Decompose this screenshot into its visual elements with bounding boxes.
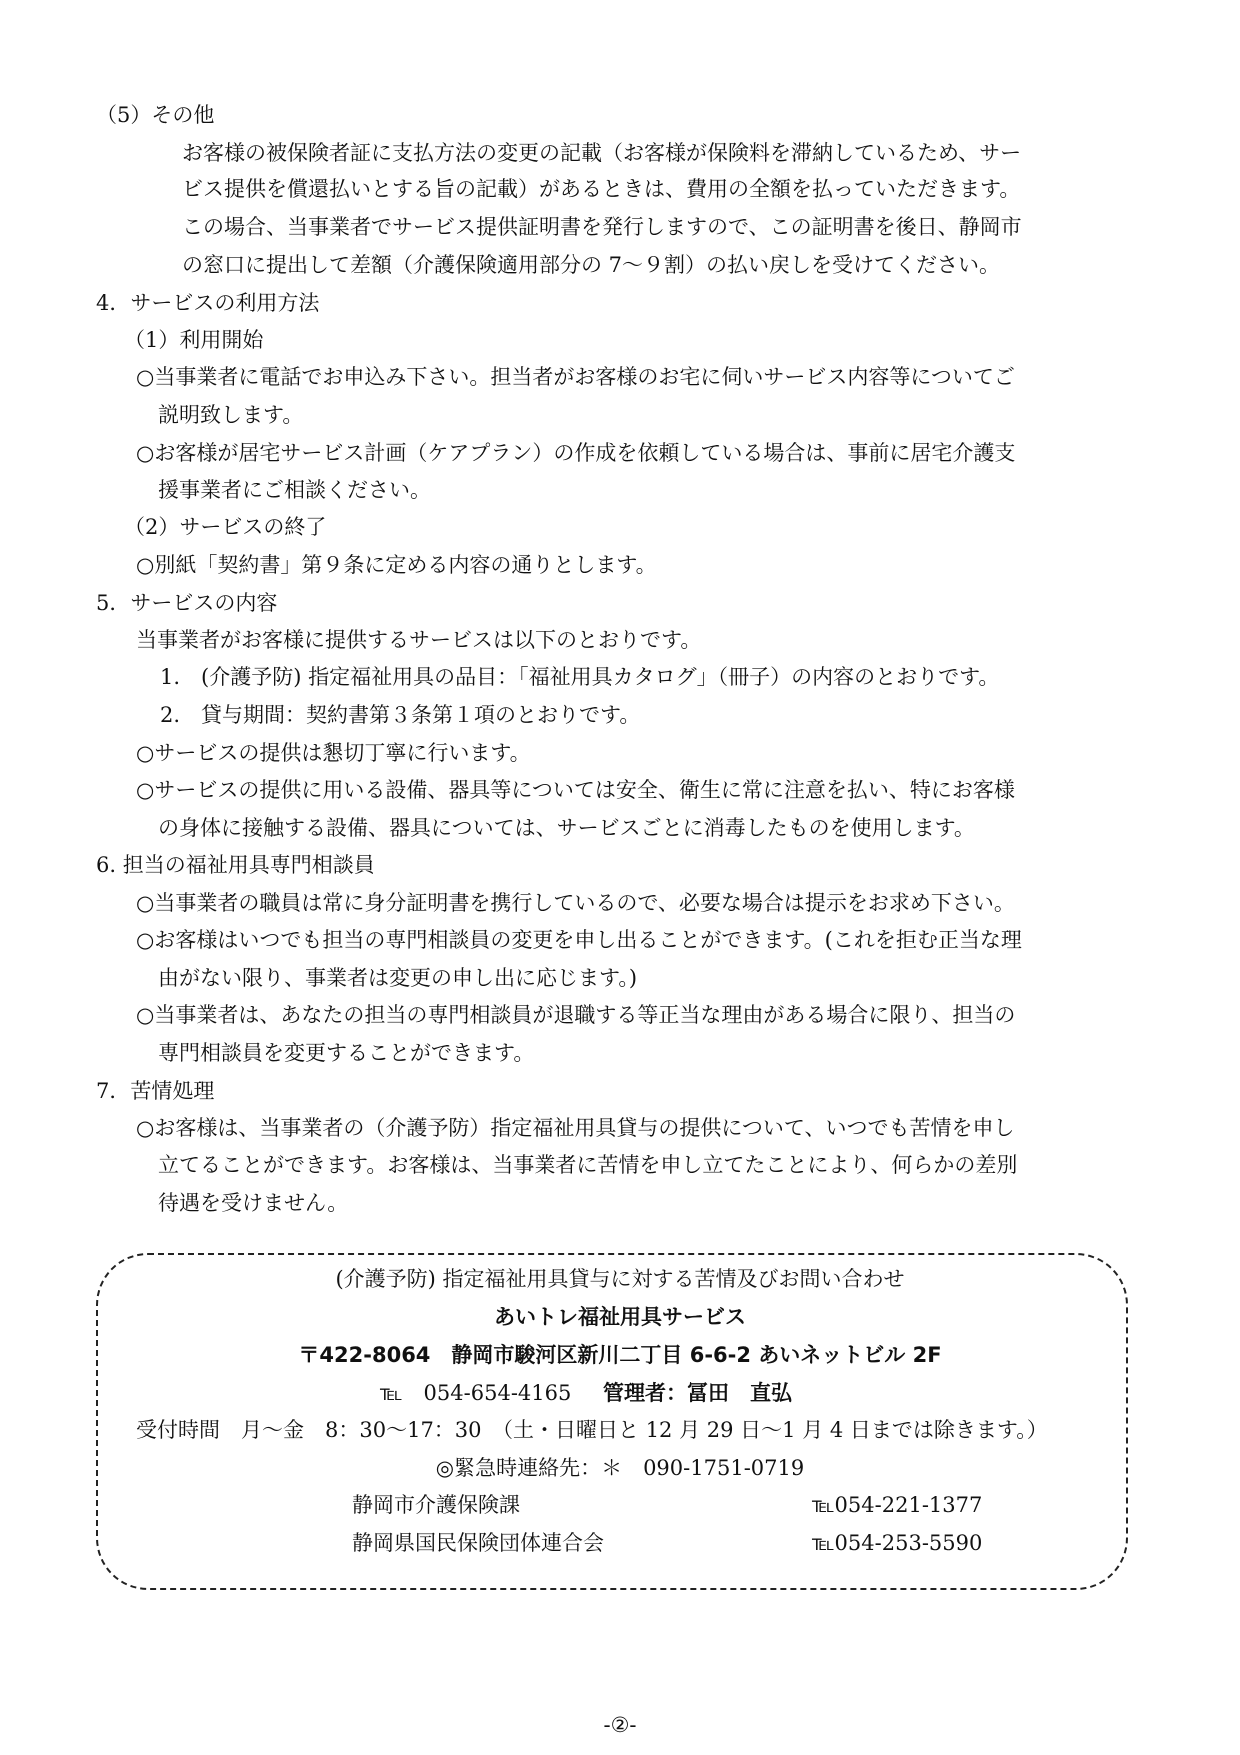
list-item-continuation: 説明致します。 bbox=[158, 403, 304, 427]
org-tel: ℡054-221-1377 bbox=[812, 1493, 983, 1517]
list-item-continuation: 由がない限り、事業者は変更の申し出に応じます。) bbox=[158, 966, 638, 990]
emergency-contact: ◎緊急時連絡先：＊ 090-1751-0719 bbox=[435, 1456, 805, 1480]
numbered-item: 1. (介護予防) 指定福祉用具の品目：｢福祉用具カタログ｣（冊子）の内容のとおりです。 bbox=[160, 665, 1000, 689]
paragraph-line: ビス提供を償還払いとする旨の記載）があるときは、費用の全額を払っていただきます。 bbox=[182, 177, 1021, 201]
page-number: -②- bbox=[603, 1713, 637, 1737]
list-item: ○当事業者の職員は常に身分証明書を携行しているので、必要な場合は提示をお求め下さい。 bbox=[136, 891, 1015, 915]
company-tel: ℡ 054-654-4165 bbox=[380, 1381, 572, 1405]
list-item: ○サービスの提供は懇切丁寧に行います。 bbox=[136, 741, 531, 765]
org-tel: ℡054-253-5590 bbox=[812, 1531, 983, 1555]
list-item: ○お客様は、当事業者の（介護予防）指定福祉用具貸与の提供について、いつでも苦情を申し bbox=[136, 1116, 1015, 1140]
contact-title: (介護予防) 指定福祉用具貸与に対する苦情及びお問い合わせ bbox=[335, 1267, 905, 1291]
numbered-item: 2. 貸与期間：契約書第３条第１項のとおりです。 bbox=[160, 703, 641, 727]
section-5-heading: 5．サービスの内容 bbox=[96, 591, 278, 615]
list-item-continuation: 援事業者にご相談ください。 bbox=[158, 478, 431, 502]
section-6-heading: 6. 担当の福祉用具専門相談員 bbox=[96, 853, 375, 877]
org-name: 静岡市介護保険課 bbox=[352, 1493, 520, 1517]
list-item: ○お客様が居宅サービス計画（ケアプラン）の作成を依頼している場合は、事前に居宅介護支 bbox=[136, 441, 1016, 465]
company-address: 〒422-8064 静岡市駿河区新川二丁目 6-6-2 あいネットビル 2F bbox=[298, 1343, 942, 1367]
section-7-heading: 7．苦情処理 bbox=[96, 1079, 215, 1103]
list-item: ○当事業者に電話でお申込み下さい。担当者がお客様のお宅に伺いサービス内容等についてご bbox=[136, 365, 1015, 389]
section-5-other-heading: （5）その他 bbox=[96, 103, 215, 127]
list-item: ○サービスの提供に用いる設備、器具等については安全、衛生に常に注意を払い、特にお客様 bbox=[136, 778, 1015, 802]
section-4-sub2-heading: （2）サービスの終了 bbox=[124, 515, 327, 539]
manager-name: 管理者：冨田 直弘 bbox=[603, 1381, 792, 1405]
company-name: あいトレ福祉用具サービス bbox=[494, 1305, 746, 1329]
section-4-heading: 4．サービスの利用方法 bbox=[96, 291, 320, 315]
paragraph-line: の窓口に提出して差額（介護保険適用部分の 7～９割）の払い戻しを受けてください。 bbox=[182, 253, 1001, 277]
paragraph-line: この場合、当事業者でサービス提供証明書を発行しますので、この証明書を後日、静岡市 bbox=[182, 215, 1022, 239]
section-4-sub1-heading: （1）利用開始 bbox=[124, 328, 264, 352]
section-5-intro: 当事業者がお客様に提供するサービスは以下のとおりです。 bbox=[136, 628, 702, 652]
list-item: ○当事業者は、あなたの担当の専門相談員が退職する等正当な理由がある場合に限り、担当の bbox=[136, 1003, 1016, 1027]
list-item-continuation: 立てることができます。お客様は、当事業者に苦情を申し立てたことにより、何らかの差別 bbox=[158, 1153, 1018, 1177]
list-item: ○別紙「契約書」第９条に定める内容の通りとします。 bbox=[136, 553, 657, 577]
list-item-continuation: 専門相談員を変更することができます。 bbox=[158, 1041, 535, 1065]
paragraph-line: お客様の被保険者証に支払方法の変更の記載（お客様が保険料を滞納しているため、サー bbox=[182, 141, 1022, 165]
list-item-continuation: の身体に接触する設備、器具については、サービスごとに消毒したものを使用します。 bbox=[158, 816, 975, 840]
list-item-continuation: 待遇を受けません。 bbox=[158, 1191, 349, 1215]
list-item: ○お客様はいつでも担当の専門相談員の変更を申し出ることができます。(これを拒む正当な理 bbox=[136, 928, 1022, 952]
org-name: 静岡県国民保険団体連合会 bbox=[352, 1531, 604, 1555]
reception-hours: 受付時間 月～金 8：30～17：30 （土・日曜日と 12 月 29 日～1 月 4 日までは除きます。） bbox=[136, 1418, 1048, 1442]
